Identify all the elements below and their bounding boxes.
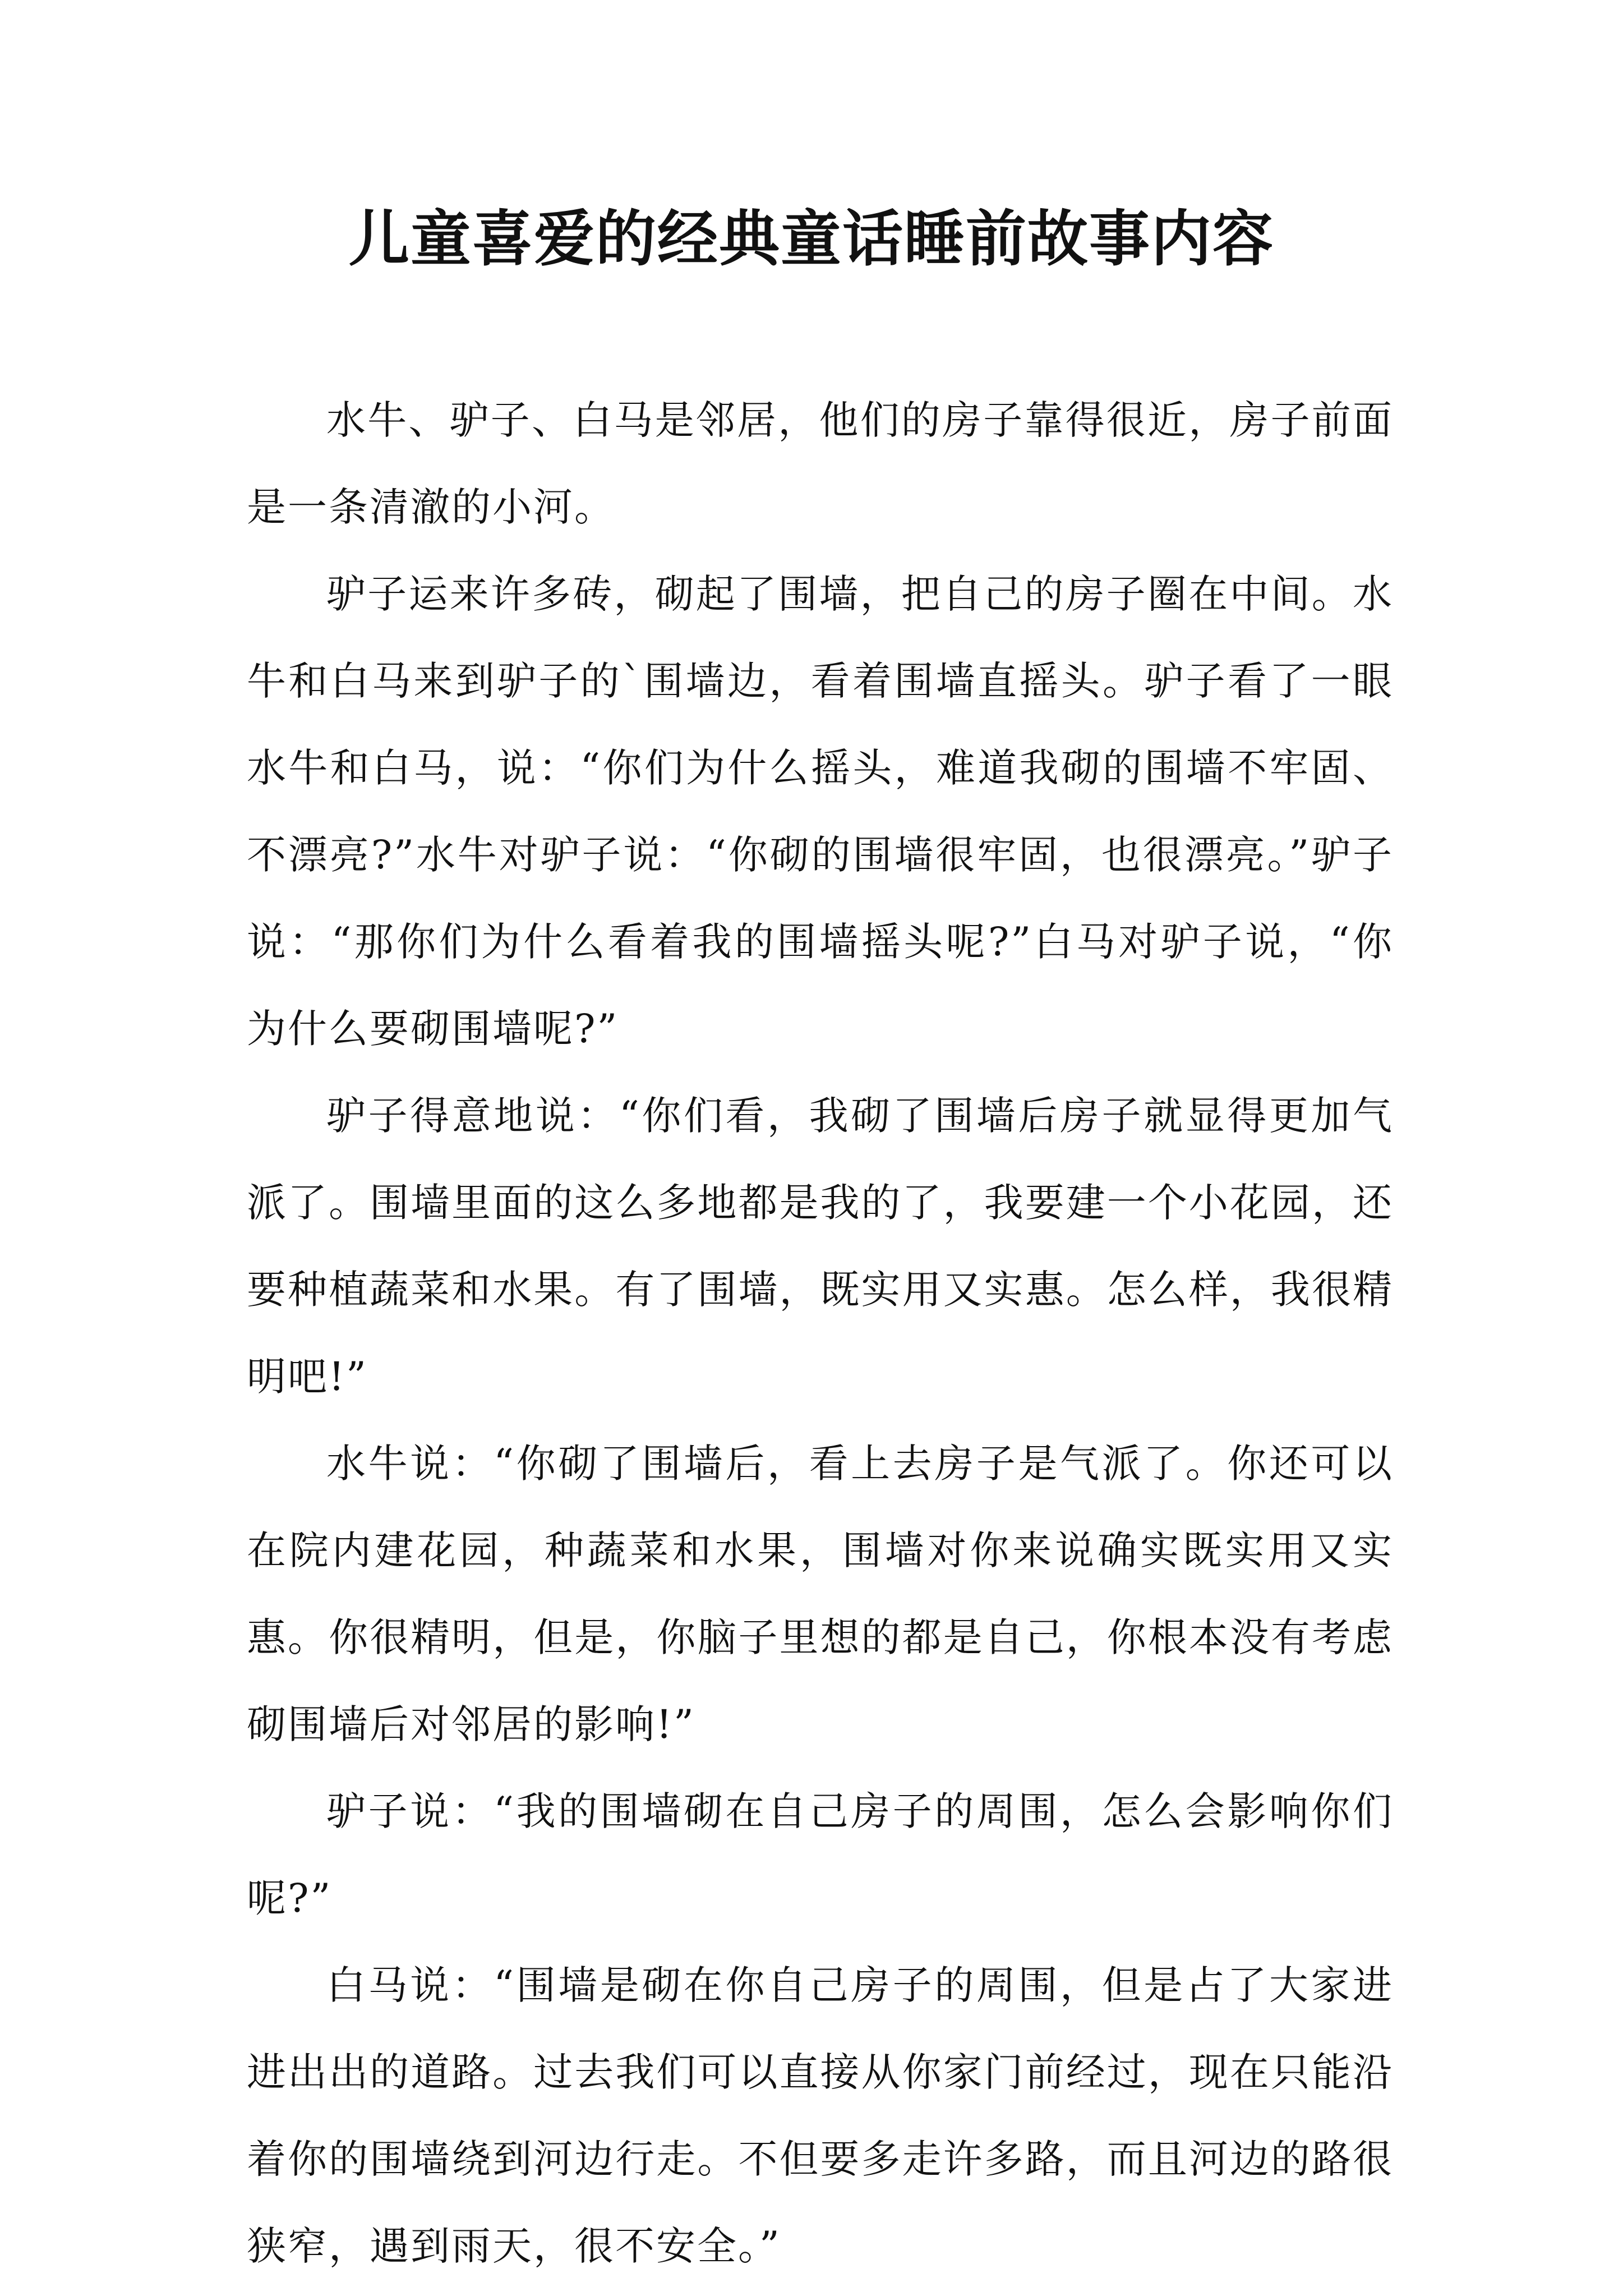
paragraph: 驴子得意地说：“你们看，我砌了围墙后房子就显得更加气派了。围墙里面的这么多地都是我的了，我要建一个小花园，还要种植蔬菜和水果。有了围墙，既实用又实惠。怎么样，我很精明吧!” xyxy=(247,1093,1394,1400)
document-body xyxy=(247,377,1394,2290)
paragraph: 白马说：“围墙是砌在你自己房子的周围，但是占了大家进进出出的道路。过去我们可以直接从你家门前经过，现在只能沿着你的围墙绕到河边行走。不但要多走许多路，而且河边的路很狭窄，遇到雨天，很不安全。” xyxy=(247,1962,1394,2269)
paragraph: 水牛、驴子、白马是邻居，他们的房子靠得很近，房子前面是一条清澈的小河。 xyxy=(247,397,1394,530)
document-title: 儿童喜爱的经典童话睡前故事内容 xyxy=(348,204,1274,274)
paragraph: 驴子运来许多砖，砌起了围墙，把自己的房子圈在中间。水牛和白马来到驴子的`围墙边，看着围墙直摇头。驴子看了一眼水牛和白马，说：“你们为什么摇头，难道我砌的围墙不牢固、不漂亮?”水牛对驴子说：“你砌的围墙很牢固，也很漂亮。”驴子说：“那你们为什么看着我的围墙摇头呢?”白马对驴子说，“你为什么要砌围墙呢?” xyxy=(247,571,1394,1052)
paragraph: 水牛说：“你砌了围墙后，看上去房子是气派了。你还可以在院内建花园，种蔬菜和水果，围墙对你来说确实既实用又实惠。你很精明，但是，你脑子里想的都是自己，你根本没有考虑砌围墙后对邻居的影响!” xyxy=(247,1441,1394,1747)
paragraph: 驴子说：“我的围墙砌在自己房子的周围，怎么会影响你们呢?” xyxy=(247,1788,1394,1921)
